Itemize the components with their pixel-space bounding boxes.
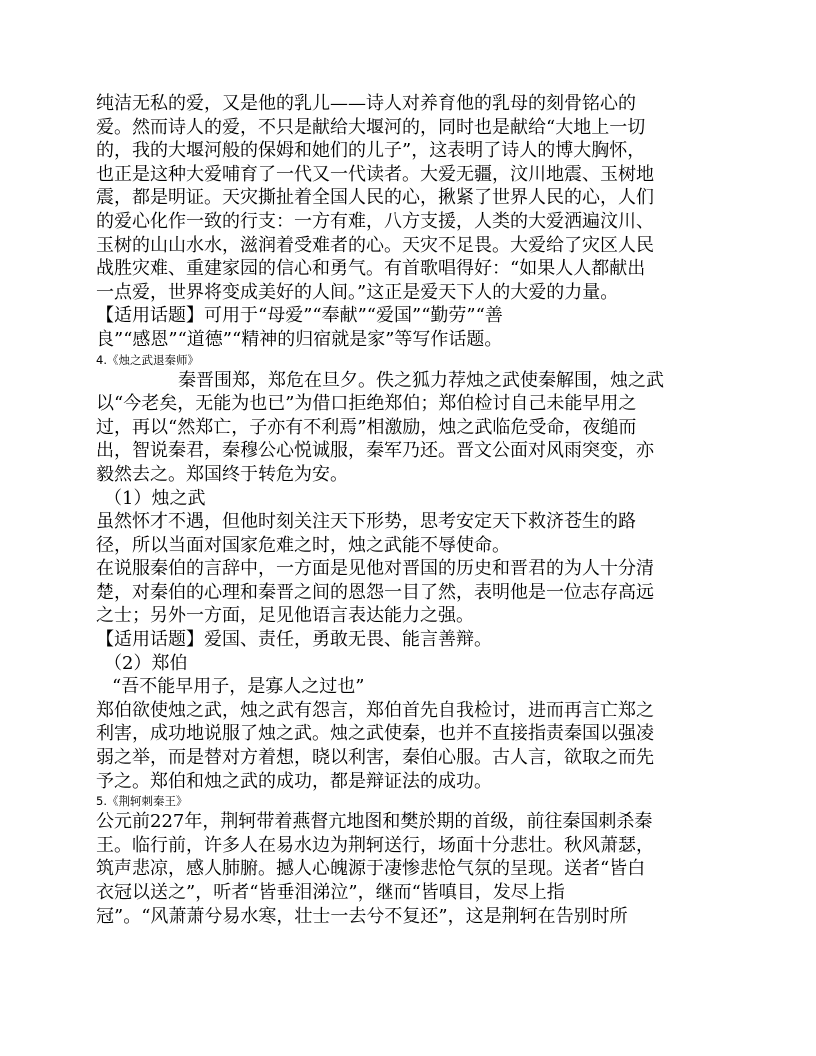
paragraph-line: 玉树的山山水水，滋润着受难者的心。天灾不足畏。大爱给了灾区人民 [96, 234, 654, 256]
paragraph-line: 一点爱，世界将变成美好的人间。”这正是爱天下人的大爱的力量。 [96, 281, 619, 303]
paragraph-line: 在说服秦伯的言辞中，一方面是见他对晋国的历史和晋君的为人十分清 [96, 558, 654, 580]
summary-line: 秦晋围郑，郑危在旦夕。佚之狐力荐烛之武使秦解围，烛之武 [178, 369, 664, 391]
paragraph-line: 郑伯欲使烛之武，烛之武有怨言，郑伯首先自我检讨，进而再言亡郑之 [96, 699, 654, 721]
paragraph-line: 衣冠以送之”，听者“皆垂泪涕泣”，继而“皆嗔目，发尽上指 [96, 882, 565, 903]
paragraph-line: 纯洁无私的爱，又是他的乳儿——诗人对养育他的乳母的刻骨铭心的 [96, 93, 636, 114]
paragraph-line: 弱之举，而是替对方着想，晓以利害，秦伯心服。古人言，欲取之而先 [96, 747, 654, 769]
paragraph-line: 虽然怀才不遇，但他时刻关注天下形势，思考安定天下救济苍生的路 [96, 511, 636, 533]
subsection-title: （1）烛之武 [104, 487, 206, 509]
paragraph-line: 冠”。“风萧萧兮易水寒，壮士一去兮不复还”，这是荆轲在告别时所 [96, 905, 628, 927]
section-heading: 5.《荆轲刺秦王》 [96, 794, 188, 809]
quote-line: “吾不能早用子，是寡人之过也” [112, 676, 365, 698]
paragraph-line: 王。临行前，许多人在易水边为荆轲送行，场面十分悲壮。秋风萧瑟， [96, 834, 654, 856]
section-5 [96, 793, 720, 928]
paragraph-line: 筑声悲凉，感人肺腑。撼人心魄源于凄惨悲怆气氛的呈现。送者“皆白 [96, 858, 646, 880]
summary-line: 以“今老矣，无能为也已”为借口拒绝郑伯；郑伯检讨自己未能早用之 [96, 393, 637, 415]
paragraph-line: 战胜灾难、重建家园的信心和勇气。有首歌唱得好：“如果人人都献出 [96, 258, 646, 280]
paragraph-line: 予之。郑伯和烛之武的成功，都是辩证法的成功。 [96, 770, 492, 792]
summary-line: 毅然去之。郑国终于转危为安。 [96, 463, 348, 485]
document-page [96, 92, 720, 928]
paragraph-line: 径，所以当面对国家危难之时，烛之武能不辱使命。 [96, 534, 510, 556]
paragraph-line: 之士；另外一方面，足见他语言表达能力之强。 [96, 605, 474, 627]
paragraph-line: 公元前227年，荆轲带着燕督亢地图和樊於期的首级，前往秦国刺杀秦 [96, 811, 653, 833]
paragraph-line: 也正是这种大爱哺育了一代又一代读者。大爱无疆，汶川地震、玉树地 [96, 163, 654, 185]
paragraph-line: 震，都是明证。天灾撕扯着全国人民的心，揪紧了世界人民的心，人们 [96, 187, 654, 209]
section-4 [96, 352, 720, 794]
topics-line: 【适用话题】爱国、责任，勇敢无畏、能言善辩。 [96, 629, 492, 651]
subsection-title: （2）郑伯 [104, 652, 188, 674]
topics-line: 良”“感恩”“道德”“精神的归宿就是家”等写作话题。 [96, 328, 503, 350]
paragraph-line: 的，我的大堰河般的保姆和她们的儿子”，这表明了诗人的博大胸怀， [96, 140, 646, 162]
section-continued [96, 92, 720, 352]
paragraph-line: 爱。然而诗人的爱，不只是献给大堰河的，同时也是献给“大地上一切 [96, 116, 646, 138]
paragraph-line: 利害，成功地说服了烛之武。烛之武使秦，也并不直接指责秦国以强凌 [96, 723, 654, 745]
section-heading: 4.《烛之武退秦师》 [96, 352, 199, 367]
summary-line: 出，智说秦君，秦穆公心悦诚服，秦军乃还。晋文公面对风雨突变，亦 [96, 440, 654, 462]
paragraph-line: 的爱心化作一致的行支：一方有难，八方支援，人类的大爱洒遍汶川、 [96, 210, 654, 232]
summary-line: 过，再以“然郑亡，子亦有不利焉”相激励，烛之武临危受命，夜缒而 [96, 416, 637, 438]
topics-line: 【适用话题】可用于“母爱”“奉献”“爱国”“勤劳”“善 [96, 305, 503, 327]
paragraph-line: 楚，对秦伯的心理和秦晋之间的恩怨一目了然，表明他是一位志存高远 [96, 581, 654, 603]
